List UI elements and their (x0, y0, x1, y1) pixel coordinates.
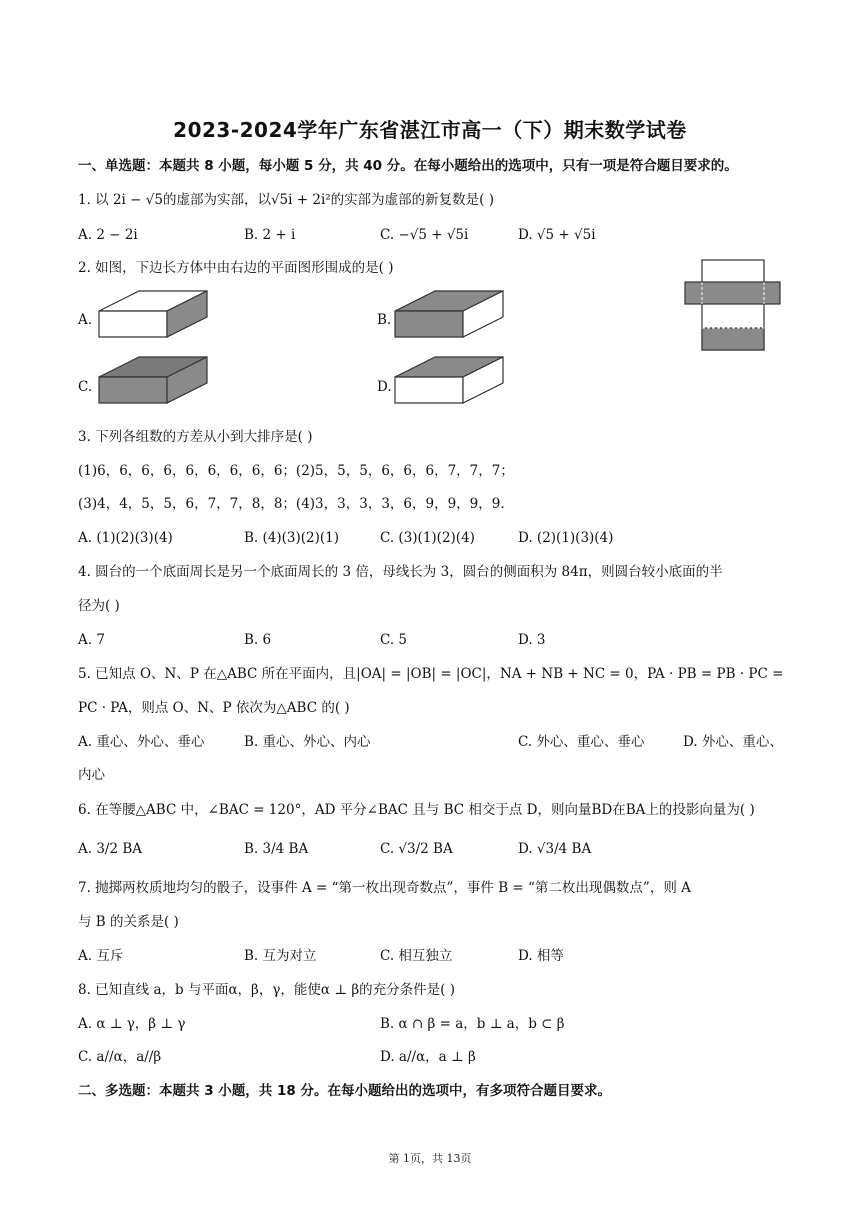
q1-option-c: C. −√5 + √5i (380, 227, 469, 243)
q1-option-b: B. 2 + i (244, 227, 296, 243)
q8-stem: 8. 已知直线 a，b 与平面α，β，γ，能使α ⊥ β的充分条件是( ) (78, 982, 455, 998)
q6-option-b: B. 3/4 BA (244, 841, 309, 857)
page-footer: 第 1页，共 13页 (388, 1152, 472, 1165)
q4-option-b: B. 6 (244, 632, 272, 648)
q5-option-b: B. 重心、外心、内心 (244, 734, 371, 750)
q7-option-c: C. 相互独立 (380, 948, 453, 964)
q5-option-d: D. 外心、重心、 (683, 734, 783, 750)
q4-stem-line-1: 4. 圆台的一个底面周长是另一个底面周长的 3 倍，母线长为 3，圆台的侧面积为 84π，则圆台较小底面的半 (78, 564, 723, 580)
q3-data-line-1: (1)6，6，6，6，6，6，6，6，6；(2)5，5，5，6，6，6，7，7，7； (78, 463, 514, 479)
q6-option-a: A. 3/2 BA (78, 841, 143, 857)
q2-stem: 2. 如图，下边长方体中由右边的平面图形围成的是( ) (78, 260, 394, 276)
q2-option-a: A. (78, 312, 93, 328)
q4-stem-line-2: 径为( ) (78, 598, 120, 614)
q3-option-a: A. (1)(2)(3)(4) (78, 530, 173, 546)
q2-box-b-figure (389, 287, 509, 347)
q4-option-c: C. 5 (380, 632, 408, 648)
page-title: 2023-2024学年广东省湛江市高一（下）期末数学试卷 (173, 118, 687, 142)
q5-option-c: C. 外心、重心、垂心 (518, 734, 645, 750)
q2-box-d-figure (389, 353, 509, 413)
q8-option-b: B. α ∩ β = a，b ⊥ a，b ⊂ β (380, 1016, 565, 1032)
q6-option-d: D. √3/4 BA (518, 841, 592, 857)
q4-option-a: A. 7 (78, 632, 105, 648)
q3-stem: 3. 下列各组数的方差从小到大排序是( ) (78, 429, 313, 445)
q3-option-b: B. (4)(3)(2)(1) (244, 530, 339, 546)
q5-stem-line-2: PC · PA，则点 O、N、P 依次为△ABC 的( ) (78, 700, 350, 716)
q7-option-b: B. 互为对立 (244, 948, 317, 964)
q8-option-c: C. a//α，a//β (78, 1049, 162, 1065)
q5-option-a: A. 重心、外心、垂心 (78, 734, 205, 750)
q3-data-line-2: (3)4，4，5，5，6，7，7，8，8；(4)3，3，3，3，6，9，9，9，9. (78, 496, 505, 512)
q1-option-d: D. √5 + √5i (518, 227, 596, 243)
q7-option-d: D. 相等 (518, 948, 564, 964)
q2-box-c-figure (93, 353, 213, 413)
q2-option-b: B. (377, 312, 392, 328)
q5-stem-line-1: 5. 已知点 O、N、P 在△ABC 所在平面内，且|OA| = |OB| = |OC|，NA + NB + NC = 0，PA · PB = PB · PC = (78, 666, 784, 682)
q8-option-d: D. a//α，a ⊥ β (380, 1049, 476, 1065)
q1-stem: 1. 以 2i − √5的虚部为实部，以√5i + 2i²的实部为虚部的新复数是( ) (78, 192, 495, 208)
q5-option-d-continued: 内心 (78, 767, 105, 783)
q7-option-a: A. 互斥 (78, 948, 124, 964)
q6-option-c: C. √3/2 BA (380, 841, 453, 857)
q4-option-d: D. 3 (518, 632, 546, 648)
q6-stem: 6. 在等腰△ABC 中，∠BAC = 120°，AD 平分∠BAC 且与 BC 相交于点 D，则向量BD在BA上的投影向量为( ) (78, 802, 755, 818)
q2-option-c: C. (78, 379, 93, 395)
q1-option-a: A. 2 − 2i (78, 227, 138, 243)
q2-net-figure (684, 258, 784, 354)
q3-option-d: D. (2)(1)(3)(4) (518, 530, 614, 546)
q2-option-d: D. (377, 379, 392, 395)
q7-stem-line-1: 7. 抛掷两枚质地均匀的骰子，设事件 A = “第一枚出现奇数点”，事件 B = “第二枚出现偶数点”，则 A (78, 880, 691, 896)
q2-box-a-figure (93, 287, 213, 347)
section-single-choice-heading: 一、单选题：本题共 8 小题，每小题 5 分，共 40 分。在每小题给出的选项中，只有一项是符合题目要求的。 (78, 158, 738, 174)
q8-option-a: A. α ⊥ γ，β ⊥ γ (78, 1016, 186, 1032)
section-multiple-choice-heading: 二、多选题：本题共 3 小题，共 18 分。在每小题给出的选项中，有多项符合题目要求。 (78, 1083, 611, 1099)
q7-stem-line-2: 与 B 的关系是( ) (78, 914, 179, 930)
q3-option-c: C. (3)(1)(2)(4) (380, 530, 475, 546)
